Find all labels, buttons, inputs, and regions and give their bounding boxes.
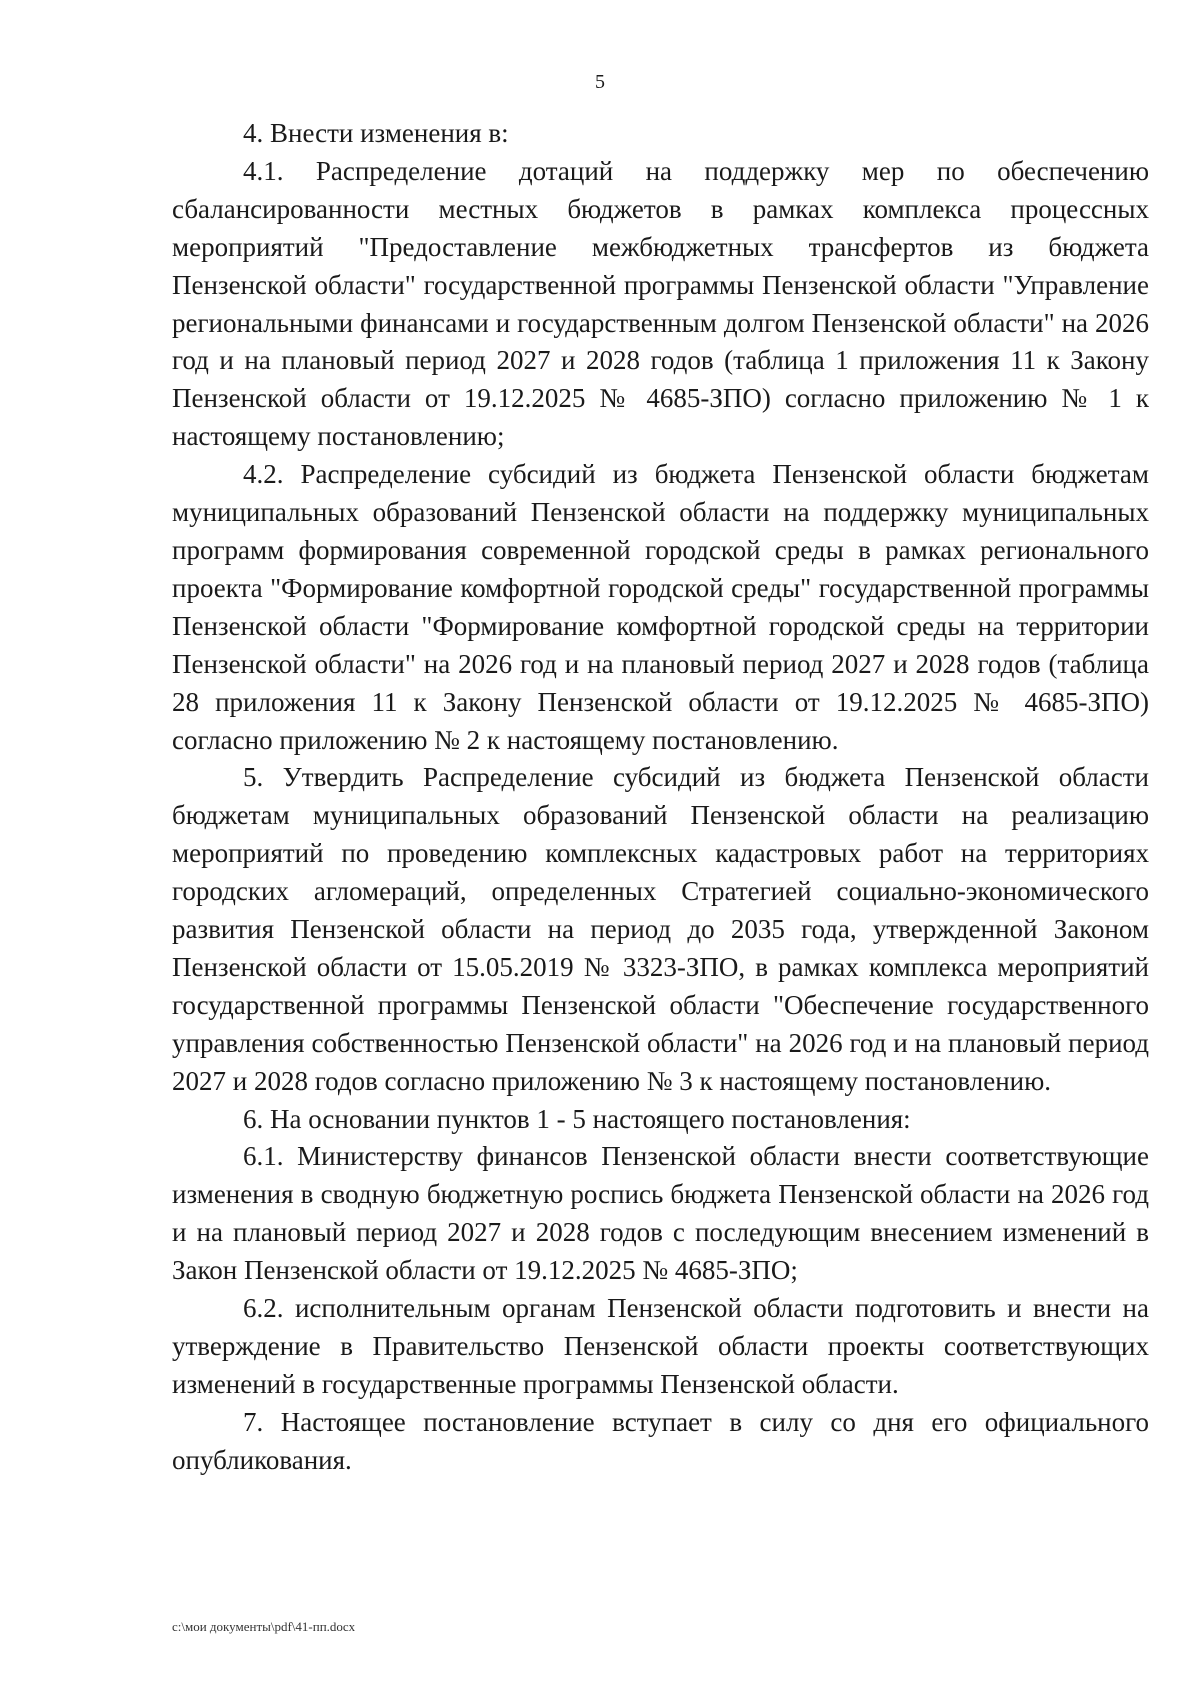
paragraph-item-5: 5. Утвердить Распределение субсидий из бюджета Пензенской области бюджетам муниципальных образований Пензенской области на реализацию мероприятий по проведению комплексных кадастровых работ на территориях городских агломераций, определенных Стратегией социально-экономического развития Пензенской области на период до 2035 года, утвержденной Законом Пензенской области от 15.05.2019 № 3323-ЗПО, в рамках комплекса мероприятий государственной программы Пензенской области "Обеспечение государственного управления собственностью Пензенской области" на 2026 год и на плановый период 2027 и 2028 годов согласно приложению № 3 к настоящему постановлению.: [172, 762, 1149, 1096]
paragraph-item-4-1: 4.1. Распределение дотаций на поддержку мер по обеспечению сбалансированности местных бюджетов в рамках комплекса процессных мероприятий "Предоставление межбюджетных трансфертов из бюджета Пензенской области" государственной программы Пензенской области "Управление региональными финансами и государственным долгом Пензенской области" на 2026 год и на плановый период 2027 и 2028 годов (таблица 1 приложения 11 к Закону Пензенской области от 19.12.2025 № 4685-ЗПО) согласно приложению № 1 к настоящему постановлению;: [172, 155, 1149, 452]
page-number: 5: [595, 71, 605, 93]
paragraph-item-6-2: 6.2. исполнительным органам Пензенской области подготовить и внести на утверждение в Правительство Пензенской области проекты соответствующих изменений в государственные программы Пензенской области.: [172, 1293, 1149, 1399]
paragraph-item-7: 7. Настоящее постановление вступает в силу со дня его официального опубликования.: [172, 1406, 1149, 1475]
document-body: [172, 115, 1149, 1480]
paragraph-item-6-1: 6.1. Министерству финансов Пензенской области внести соответствующие изменения в сводную бюджетную роспись бюджета Пензенской области на 2026 год и на плановый период 2027 и 2028 годов с последующим внесением изменений в Закон Пензенской области от 19.12.2025 № 4685-ЗПО;: [172, 1141, 1149, 1286]
paragraph-item-4: 4. Внести изменения в:: [243, 118, 509, 148]
footer-file-path: c:\мои документы\pdf\41-пп.docx: [172, 1619, 356, 1634]
paragraph-item-4-2: 4.2. Распределение субсидий из бюджета Пензенской области бюджетам муниципальных образований Пензенской области на поддержку муниципальных программ формирования современной городской среды в рамках регионального проекта "Формирование комфортной городской среды" государственной программы Пензенской области "Формирование комфортной городской среды на территории Пензенской области" на 2026 год и на плановый период 2027 и 2028 годов (таблица 28 приложения 11 к Закону Пензенской области от 19.12.2025 № 4685-ЗПО) согласно приложению № 2 к настоящему постановлению.: [172, 459, 1149, 755]
paragraph-item-6: 6. На основании пунктов 1 - 5 настоящего постановления:: [243, 1103, 911, 1134]
